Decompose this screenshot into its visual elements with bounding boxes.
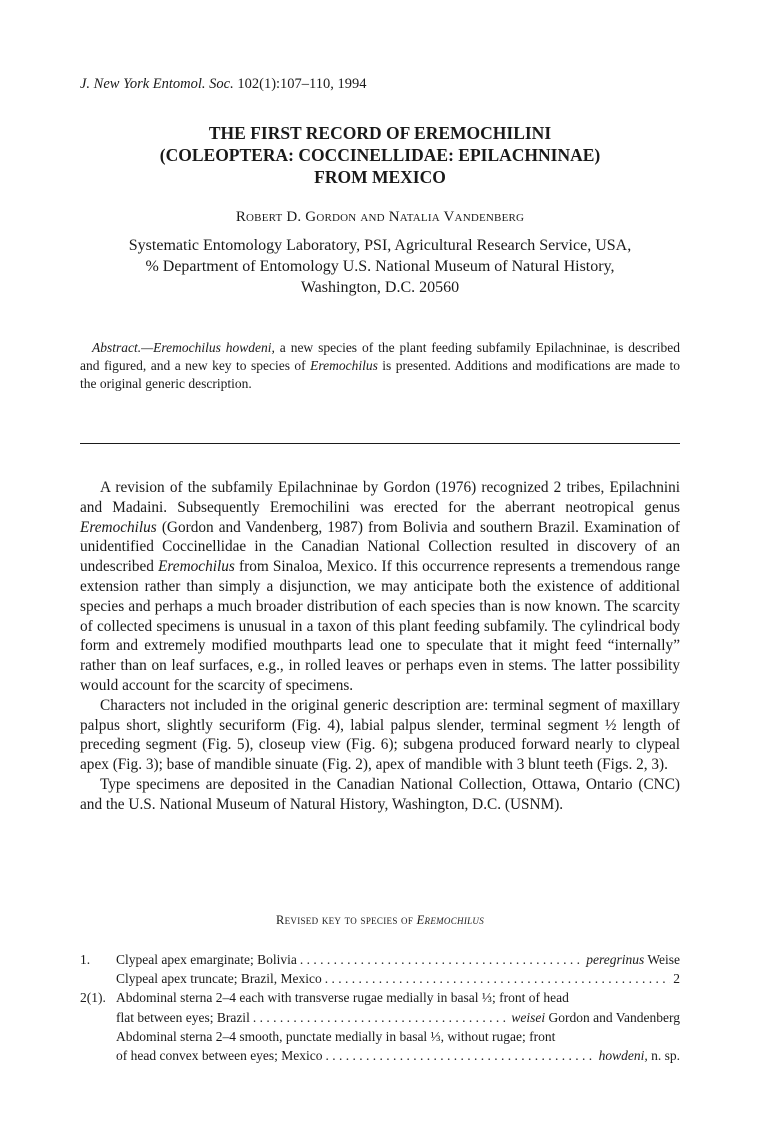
author-affiliation (0, 235, 760, 298)
affiliation-line-3: Washington, D.C. 20560 (300, 279, 460, 296)
leader-dots (325, 969, 670, 988)
couplet-result: weisei Gordon and Vandenberg (511, 1009, 680, 1025)
title-line-3: FROM MEXICO (314, 167, 446, 187)
key-couplet-row (80, 950, 680, 969)
key-couplet-row (80, 1008, 680, 1027)
couplet-description: flat between eyes; Brazil (116, 1009, 250, 1025)
paragraph-2: Characters not included in the original generic description are: terminal segment of maxillary palpus short, slightly securiform (Fig. 4), labial palpus slender, terminal segment ½ length of preceding segment (Fig. 5), closeup view (Fig. 6); subgena produced forward nearly to clypeal apex (Fig. 3); base of mandible sinuate (Fig. 2), apex of mandible with 3 blunt teeth (Figs. 2, 3). (80, 696, 680, 774)
affiliation-line-2: % Department of Entomology U.S. National Museum of Natural History, (145, 258, 615, 275)
couplet-description: Clypeal apex truncate; Brazil, Mexico (116, 971, 322, 987)
key-heading-genus: Eremochilus (416, 913, 485, 927)
abstract-species: Eremochilus howdeni, (153, 340, 275, 355)
key-couplet-row (80, 988, 680, 1007)
abstract-genus: Eremochilus (310, 358, 378, 373)
abstract-label: Abstract. (92, 340, 142, 355)
article-title (0, 122, 760, 188)
author-list: Robert D. Gordon and Natalia Vandenberg (235, 209, 525, 225)
key-couplet-row (80, 969, 680, 988)
paragraph-1-text-c: from Sinaloa, Mexico. If this occurrence represents a tremendous range extension rather than simply a disjunction, we may anticipate both the existence of additional species and perhaps a much broader distribution of each species than is now known. The scarcity of collected specimens is unusual in a taxon of this plant feeding subfamily. The cylindrical body form and extremely modified mouthparts lead one to speculate that it might feed “internally” rather than on leaf surfaces, e.g., in rolled leaves or perhaps even in stems. The latter possibility would account for the scarcity of specimens. (80, 558, 680, 694)
couplet-result: 2 (673, 971, 680, 987)
couplet-description: of head convex between eyes; Mexico (116, 1048, 323, 1064)
title-line-2: (COLEOPTERA: COCCINELLIDAE: EPILACHNINAE) (159, 145, 601, 165)
abstract-text-1: a new species of the plant feeding subfamily Epilachninae, is described and figured, and a new key to species of (80, 340, 681, 373)
couplet-description-line-1: Abdominal sterna 2–4 each with transverse rugae medially in basal ⅓; front of head (116, 990, 569, 1006)
leader-dots (300, 950, 583, 969)
key-couplet-row (80, 1046, 680, 1065)
article-body (80, 478, 680, 815)
journal-citation (80, 76, 367, 93)
journal-details: 102(1):107–110, 1994 (237, 76, 367, 92)
couplet-result: howdeni, n. sp. (598, 1048, 680, 1064)
key-heading-prefix: Revised key to species of (275, 913, 414, 927)
paragraph-1 (80, 478, 680, 696)
couplet-result: peregrinus Weise (586, 952, 680, 967)
couplet-number: 2(1). (80, 990, 106, 1006)
journal-name: J. New York Entomol. Soc. (80, 76, 234, 92)
paragraph-1-text-b: (Gordon and Vandenberg, 1987) from Bolivia and southern Brazil. Examination of unidentified Coccinellidae in the Canadian National Collection resulted in discovery of an undescribed (80, 518, 680, 576)
leader-dots (326, 1046, 596, 1065)
key-heading (0, 913, 760, 928)
couplet-number: 1. (80, 952, 91, 967)
paragraph-3: Type specimens are deposited in the Canadian National Collection, Ottawa, Ontario (CNC) and the U.S. National Museum of Natural History, Washington, D.C. (USNM). (80, 775, 680, 813)
key-couplet-row (80, 1027, 680, 1046)
species-key (80, 950, 680, 1065)
title-line-1: THE FIRST RECORD OF EREMOCHILINI (208, 123, 552, 143)
section-divider (80, 443, 680, 444)
leader-dots (253, 1008, 509, 1027)
paragraph-1-text-a: A revision of the subfamily Epilachninae by Gordon (1976) recognized 2 tribes, Epilachnini and Madaini. Subsequently Eremochilini was erected for the aberrant neotropical genus (80, 479, 680, 516)
abstract: Abstract.—Eremochilus howdeni, a new species of the plant feeding subfamily Epilachninae, is described and figured, and a new key to species of Eremochilus is presented. Additions and modifications are made to the original generic description. (80, 340, 681, 391)
genus-name: Eremochilus (158, 558, 235, 576)
genus-name: Eremochilus (80, 518, 157, 536)
abstract-text-2: is presented. Additions and modifications are made to the original generic description. (80, 358, 680, 391)
affiliation-line-1: Systematic Entomology Laboratory, PSI, Agricultural Research Service, USA, (128, 237, 632, 254)
couplet-description-line-1: Abdominal sterna 2–4 smooth, punctate medially in basal ⅓, without rugae; front (116, 1028, 556, 1044)
couplet-description: Clypeal apex emarginate; Bolivia (116, 952, 297, 967)
